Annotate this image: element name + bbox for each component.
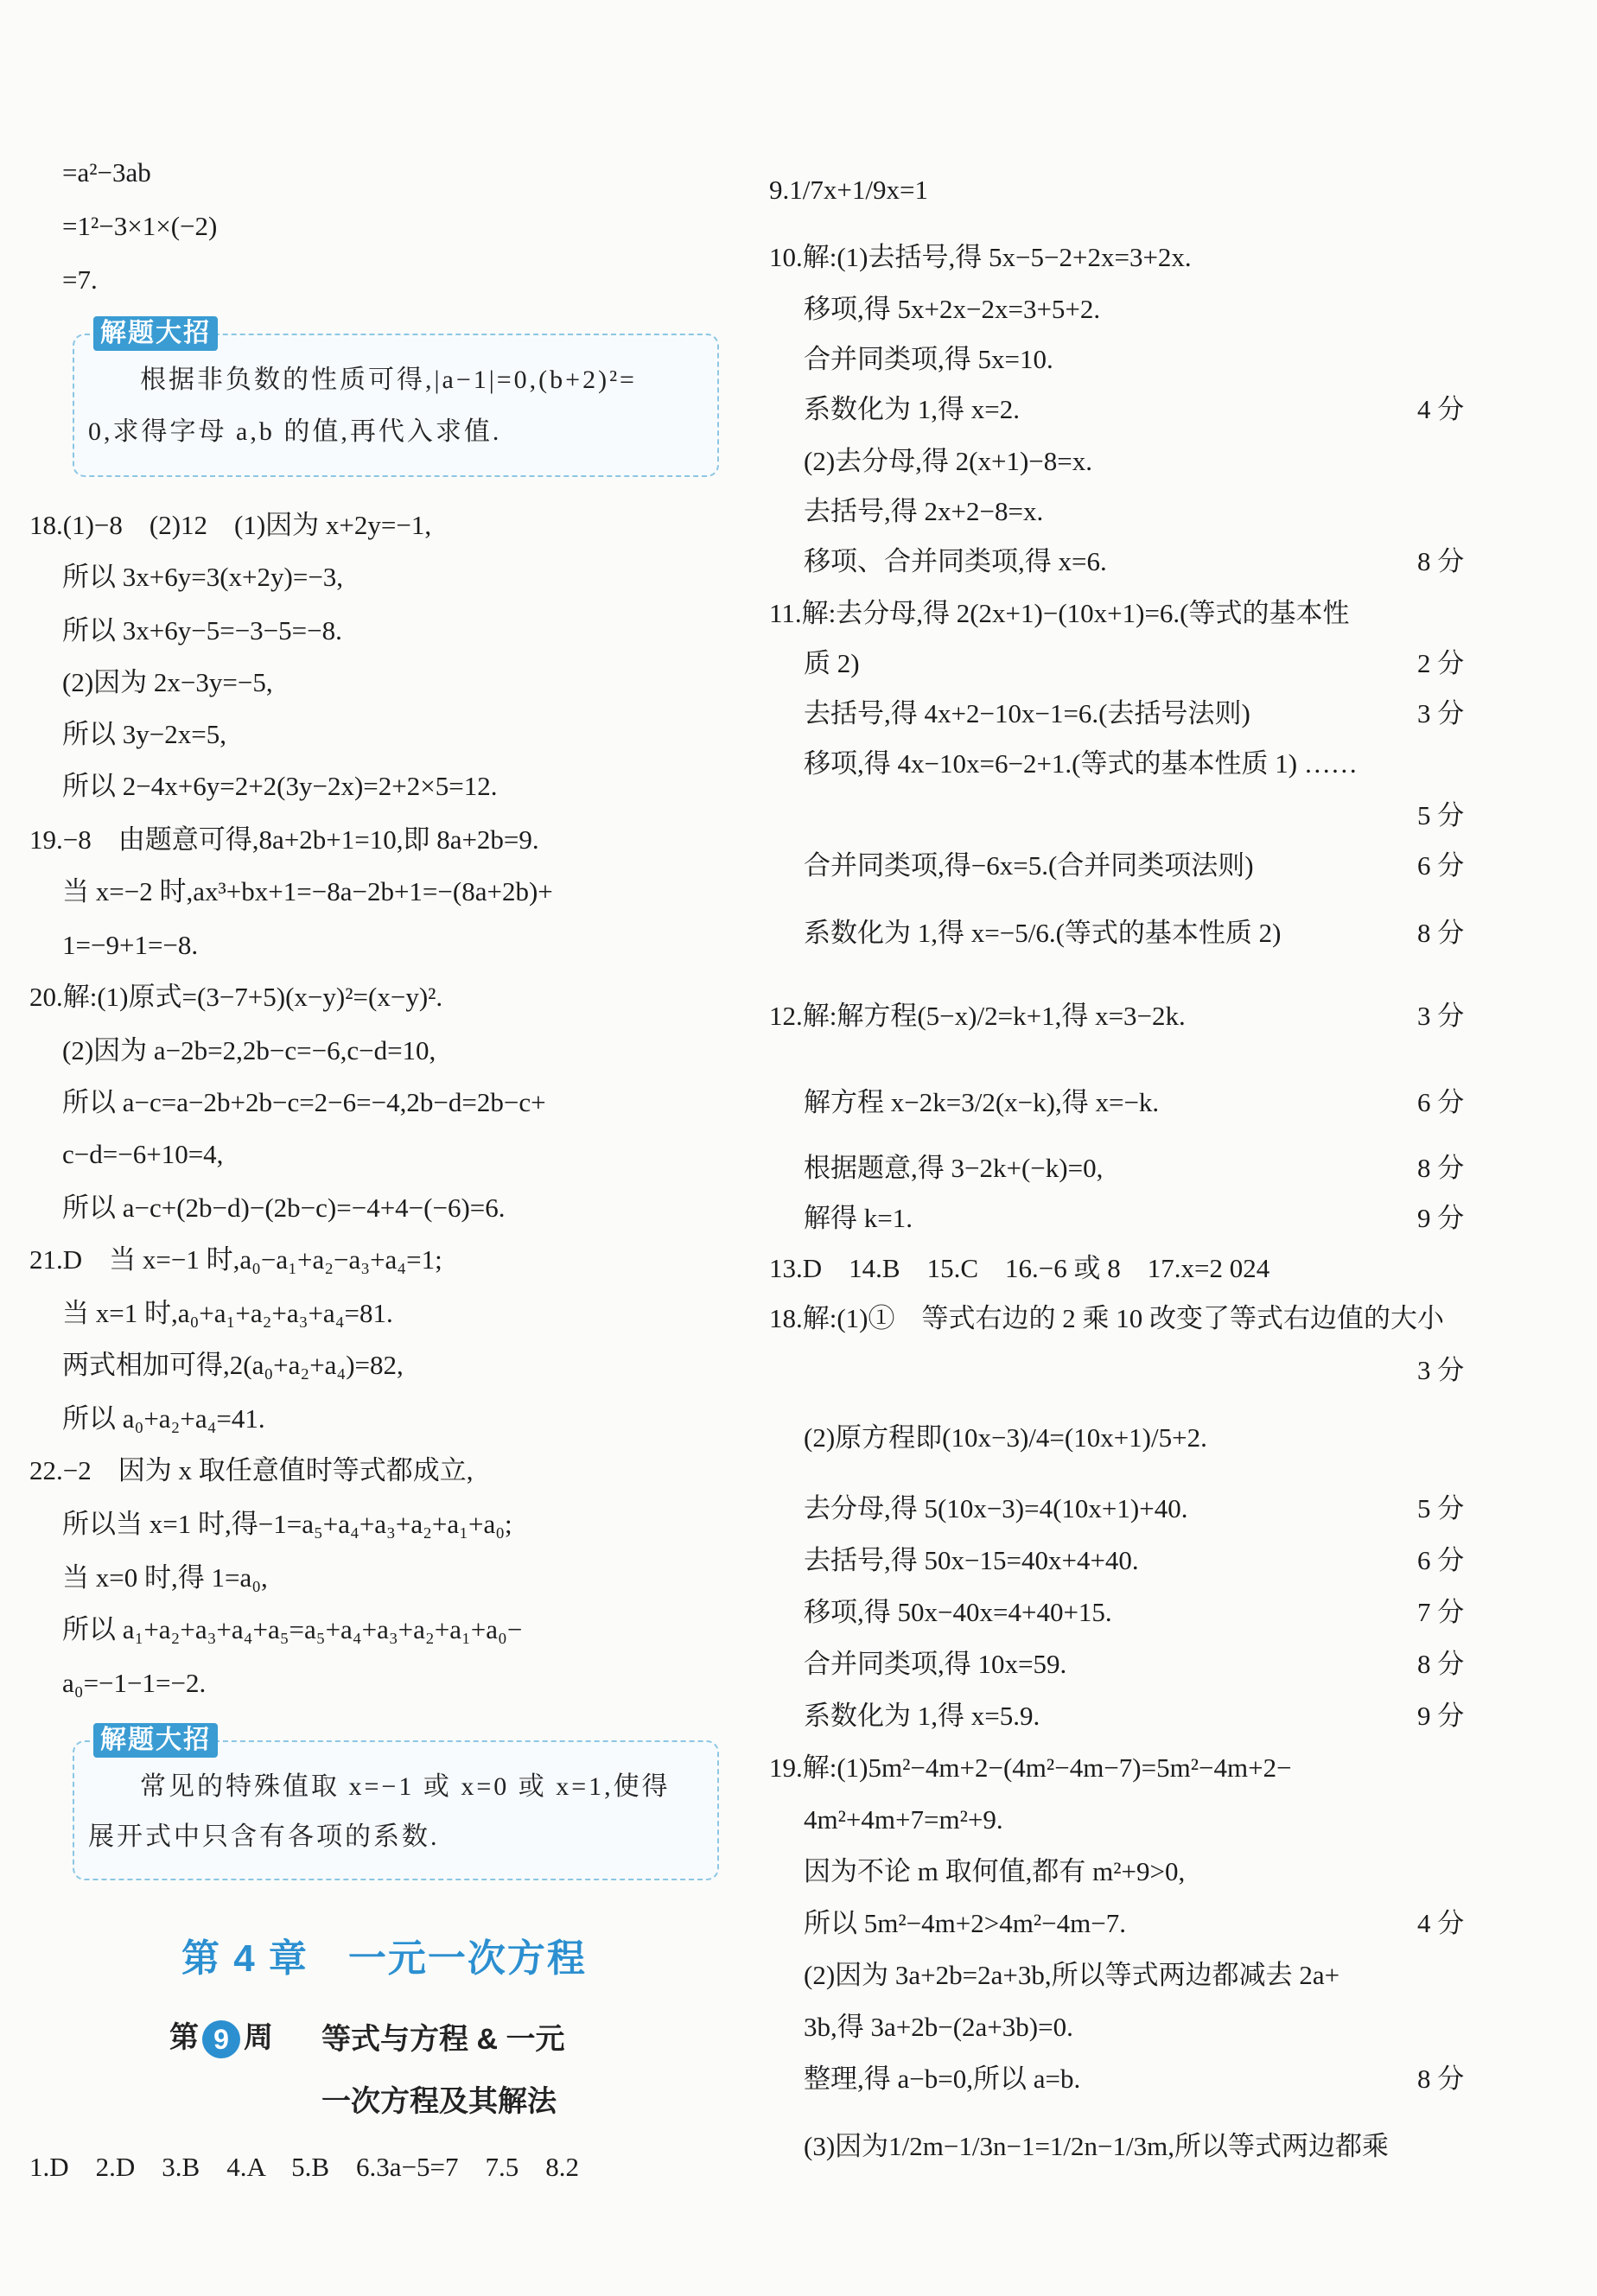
answer-18: 18.(1)−8 (2)12 (1)因为 x+2y=−1, bbox=[29, 510, 432, 540]
score: 8 分 bbox=[1417, 1153, 1465, 1183]
score: 4 分 bbox=[1417, 394, 1465, 424]
week-suffix: 周 bbox=[244, 2021, 273, 2054]
line-text: 移项,得 4x−10x=6−2+1.(等式的基本性质 1) …… bbox=[804, 748, 1358, 779]
text-line: 所以 a₁+a₂+a₃+a₄+a₅=a₅+a₄+a₃+a₂+a₁+a₀− bbox=[62, 1614, 523, 1644]
answer-line bbox=[804, 646, 860, 681]
score: 3 分 bbox=[1417, 1001, 1465, 1031]
text-line: =7. bbox=[62, 264, 98, 295]
text-line: 两式相加可得,2(a₀+a₂+a₄)=82, bbox=[62, 1350, 404, 1380]
answer-line bbox=[804, 916, 1281, 951]
line-text: 解得 k=1. bbox=[804, 1203, 913, 1233]
score: 8 分 bbox=[1417, 918, 1465, 948]
line-text: 18.解:(1)① 等式右边的 2 乘 10 改变了等式右边值的大小 bbox=[769, 1303, 1445, 1333]
score: 8 分 bbox=[1417, 2064, 1465, 2094]
score: 6 分 bbox=[1417, 1545, 1465, 1575]
line-text: 10.解:(1)去括号,得 5x−5−2+2x=3+2x. bbox=[769, 242, 1192, 272]
answer-19: 19.−8 由题意可得,8a+2b+1=10,即 8a+2b=9. bbox=[29, 824, 539, 855]
tip-box bbox=[73, 1726, 719, 1880]
line-text: 9.1/7x+1/9x=1 bbox=[769, 175, 928, 205]
answer-line: 1.D 2.D 3.B 4.A 5.B 6.3a−5=7 7.5 8.2 bbox=[29, 2152, 580, 2182]
line-text: 4m²+4m+7=m²+9. bbox=[804, 1804, 1003, 1835]
line-text: 13.D 14.B 15.C 16.−6 或 8 17.x=2 024 bbox=[769, 1253, 1270, 1283]
text-line: c−d=−6+10=4, bbox=[62, 1139, 224, 1169]
line-text: (2)去分母,得 2(x+1)−8=x. bbox=[804, 446, 1092, 476]
line-text: 去括号,得 50x−15=40x+4+40. bbox=[804, 1545, 1139, 1575]
answer-line bbox=[804, 849, 1254, 883]
answer-line bbox=[804, 1201, 913, 1236]
line-text: 系数化为 1,得 x=−5/6.(等式的基本性质 2) bbox=[804, 918, 1282, 948]
line-text: 合并同类项,得 10x=59. bbox=[804, 1649, 1067, 1679]
score: 7 分 bbox=[1417, 1597, 1465, 1627]
answer-line bbox=[804, 444, 1092, 479]
line-text: 系数化为 1,得 x=2. bbox=[804, 394, 1020, 424]
text-line: (2)因为 a−2b=2,2b−c=−6,c−d=10, bbox=[62, 1035, 436, 1065]
line-text: 去括号,得 2x+2−8=x. bbox=[804, 496, 1044, 526]
line-text: 移项、合并同类项,得 x=6. bbox=[804, 546, 1107, 576]
score: 4 分 bbox=[1417, 1908, 1465, 1938]
text-line: 所以 a−c+(2b−d)−(2b−c)=−4+4−(−6)=6. bbox=[62, 1193, 506, 1223]
answer-line bbox=[769, 240, 1192, 275]
answer-line bbox=[804, 292, 1100, 327]
answer-line bbox=[804, 1647, 1066, 1682]
line-text: 去括号,得 4x+2−10x−1=6.(去括号法则) bbox=[804, 698, 1250, 728]
text-line: 所以 a₀+a₂+a₄=41. bbox=[62, 1403, 265, 1434]
answer-line bbox=[769, 596, 1350, 631]
answer-line bbox=[804, 2062, 1080, 2096]
answer-line bbox=[804, 1803, 1003, 1837]
line-text: 合并同类项,得 5x=10. bbox=[804, 344, 1053, 374]
line-text: (2)因为 3a+2b=2a+3b,所以等式两边都减去 2a+ bbox=[804, 1960, 1340, 1990]
week-title: 等式与方程 & 一元 bbox=[321, 2023, 565, 2056]
answer-line bbox=[769, 1251, 1269, 1286]
answer-20: 20.解:(1)原式=(3−7+5)(x−y)²=(x−y)². bbox=[29, 982, 443, 1012]
score: 9 分 bbox=[1417, 1203, 1465, 1233]
line-text: 所以 5m²−4m+2>4m²−4m−7. bbox=[804, 1908, 1126, 1938]
line-text: 移项,得 5x+2x−2x=3+5+2. bbox=[804, 294, 1101, 324]
answer-line bbox=[769, 1751, 1292, 1785]
line-text: (2)原方程即(10x−3)/4=(10x+1)/5+2. bbox=[804, 1422, 1207, 1453]
score: 5 分 bbox=[1417, 800, 1465, 830]
score: 3 分 bbox=[1417, 698, 1465, 728]
tip-label: 解题大招 bbox=[93, 316, 218, 351]
tip-text: 根据非负数的性质可得,|a−1|=0,(b+2)²= bbox=[140, 366, 637, 394]
text-line: 当 x=0 时,得 1=a₀, bbox=[62, 1562, 268, 1593]
answer-line bbox=[804, 494, 1043, 529]
line-text: 移项,得 50x−40x=4+40+15. bbox=[804, 1597, 1112, 1627]
text-line: a₀=−1−1=−2. bbox=[62, 1668, 207, 1698]
line-text: 根据题意,得 3−2k+(−k)=0, bbox=[804, 1153, 1104, 1183]
week-title: 一次方程及其解法 bbox=[321, 2085, 557, 2118]
answer-line bbox=[804, 342, 1053, 377]
line-text: 11.解:去分母,得 2(2x+1)−(10x+1)=6.(等式的基本性 bbox=[769, 598, 1350, 628]
text-line: 所以 3x+6y−5=−3−5=−8. bbox=[62, 615, 342, 646]
score: 8 分 bbox=[1417, 1649, 1465, 1679]
line-text: 因为不论 m 取何值,都有 m²+9>0, bbox=[804, 1856, 1186, 1886]
answer-21: 21.D 当 x=−1 时,a₀−a₁+a₂−a₃+a₄=1; bbox=[29, 1244, 442, 1275]
text-line: 所以 2−4x+6y=2+2(3y−2x)=2+2×5=12. bbox=[62, 771, 498, 801]
text-line: 所以 3y−2x=5, bbox=[62, 719, 226, 749]
line-text: 合并同类项,得−6x=5.(合并同类项法则) bbox=[804, 850, 1254, 881]
answer-line bbox=[769, 173, 928, 207]
answer-line bbox=[804, 1595, 1112, 1630]
week-number-badge: 9 bbox=[202, 2020, 240, 2058]
text-line: =1²−3×1×(−2) bbox=[62, 211, 218, 241]
answer-line bbox=[804, 1085, 1159, 1120]
answer-line bbox=[804, 1958, 1339, 1993]
text-line: (2)因为 2x−3y=−5, bbox=[62, 667, 273, 697]
score: 5 分 bbox=[1417, 1493, 1465, 1523]
line-text: (3)因为1/2m−1/3n−1=1/2n−1/3m,所以等式两边都乘 bbox=[804, 2131, 1390, 2161]
answer-line bbox=[804, 1543, 1139, 1578]
score: 6 分 bbox=[1417, 1087, 1465, 1117]
answer-line bbox=[804, 696, 1250, 731]
answer-line bbox=[804, 392, 1020, 427]
text-line: 所以 a−c=a−2b+2b−c=2−6=−4,2b−d=2b−c+ bbox=[62, 1087, 546, 1117]
text-line: 所以 3x+6y=3(x+2y)=−3, bbox=[62, 562, 344, 592]
answer-line bbox=[804, 1421, 1207, 1455]
answer-22: 22.−2 因为 x 取任意值时等式都成立, bbox=[29, 1455, 474, 1485]
line-text: 去分母,得 5(10x−3)=4(10x+1)+40. bbox=[804, 1493, 1188, 1523]
tip-text: 常见的特殊值取 x=−1 或 x=0 或 x=1,使得 bbox=[140, 1772, 671, 1801]
text-line: 所以当 x=1 时,得−1=a₅+a₄+a₃+a₂+a₁+a₀; bbox=[62, 1509, 512, 1539]
answer-line bbox=[804, 1854, 1185, 1889]
line-text: 整理,得 a−b=0,所以 a=b. bbox=[804, 2064, 1081, 2094]
line-text: 3b,得 3a+2b−(2a+3b)=0. bbox=[804, 2012, 1073, 2042]
text-line: 当 x=−2 时,ax³+bx+1=−8a−2b+1=−(8a+2b)+ bbox=[62, 876, 553, 906]
score: 2 分 bbox=[1417, 648, 1465, 678]
answer-line bbox=[804, 2010, 1073, 2045]
chapter-title: 第 4 章 一元一次方程 bbox=[181, 1937, 587, 1980]
tip-label: 解题大招 bbox=[93, 1723, 218, 1758]
tip-text: 0,求得字母 a,b 的值,再代入求值. bbox=[88, 417, 502, 446]
week-prefix: 第 bbox=[169, 2021, 199, 2054]
answer-line bbox=[804, 1151, 1103, 1186]
line-text: 质 2) bbox=[804, 648, 860, 678]
score: 6 分 bbox=[1417, 850, 1465, 881]
tip-box bbox=[73, 319, 719, 477]
score: 9 分 bbox=[1417, 1701, 1465, 1731]
answer-line bbox=[804, 1906, 1126, 1941]
answer-line bbox=[804, 544, 1107, 579]
score: 8 分 bbox=[1417, 546, 1465, 576]
line-text: 12.解:解方程(5−x)/2=k+1,得 x=3−2k. bbox=[769, 1001, 1186, 1031]
week-heading bbox=[169, 2013, 273, 2058]
line-text: 解方程 x−2k=3/2(x−k),得 x=−k. bbox=[804, 1087, 1160, 1117]
line-text: 19.解:(1)5m²−4m+2−(4m²−4m−7)=5m²−4m+2− bbox=[769, 1752, 1292, 1783]
answer-line bbox=[769, 1301, 1444, 1336]
line-text: 系数化为 1,得 x=5.9. bbox=[804, 1701, 1040, 1731]
text-line: 1=−9+1=−8. bbox=[62, 930, 199, 960]
text-line: 当 x=1 时,a₀+a₁+a₂+a₃+a₄=81. bbox=[62, 1298, 393, 1328]
tip-text: 展开式中只含有各项的系数. bbox=[88, 1822, 440, 1851]
answer-line bbox=[804, 1491, 1187, 1526]
answer-line bbox=[769, 999, 1186, 1034]
answer-line bbox=[804, 2129, 1389, 2164]
score: 3 分 bbox=[1417, 1355, 1465, 1385]
answer-line bbox=[804, 747, 1358, 781]
answer-line bbox=[804, 1699, 1040, 1733]
text-line: =a²−3ab bbox=[62, 157, 151, 188]
